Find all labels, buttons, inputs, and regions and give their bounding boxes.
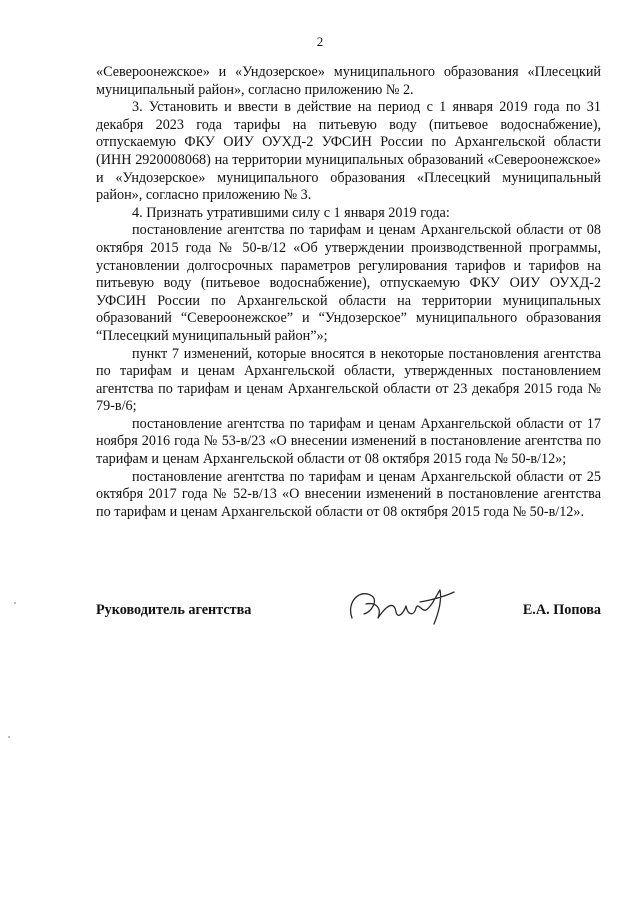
paragraph-repealed-point-7: пункт 7 изменений, которые вносятся в некоторые постановления агентства по тарифам и ценам Архангельской области, утвержденных постановлением агентства по тарифам и ценам Архангельской области от 23 декабря 2015 года № 79-в/6; bbox=[96, 345, 601, 415]
scan-artifact bbox=[14, 602, 16, 604]
page-number: 2 bbox=[316, 34, 324, 49]
signer-name: Е.А. Попова bbox=[522, 602, 601, 618]
signer-position: Руководитель агентства bbox=[96, 602, 252, 618]
paragraph-item-4: 4. Признать утратившими силу с 1 января 2019 года: bbox=[132, 204, 450, 221]
signature-block bbox=[96, 598, 601, 634]
handwritten-signature bbox=[342, 582, 462, 632]
paragraph-repealed-resolution-2: постановление агентства по тарифам и ценам Архангельской области от 17 ноября 2016 года № 53-в/23 «О внесении изменений в постановление агентства по тарифам и ценам Архангельской области от 08 октября 2015 года № 50-в/12»; bbox=[96, 415, 601, 468]
paragraph-item-3: 3. Установить и ввести в действие на период с 1 января 2019 года по 31 декабря 2023 года тарифы на питьевую воду (питьевое водоснабжение), отпускаемую ФКУ ОИУ ОУХД-2 УФСИН России по Архангельской области (ИНН 2920008068) на территории муниципальных образований «Североонежское» и «Ундозерское» муниципального образования «Плесецкий муниципальный район», согласно приложению № 3. bbox=[96, 99, 601, 204]
scan-artifact bbox=[8, 736, 10, 738]
paragraph-continuation: «Североонежское» и «Ундозерское» муниципального образования «Плесецкий муниципальный район», согласно приложению № 2. bbox=[96, 64, 601, 98]
paragraph-repealed-resolution-3: постановление агентства по тарифам и ценам Архангельской области от 25 октября 2017 года № 52-в/13 «О внесении изменений в постановление агентства по тарифам и ценам Архангельской области от 08 октября 2015 года № 50-в/12». bbox=[96, 468, 601, 520]
document-body bbox=[96, 64, 601, 521]
paragraph-repealed-resolution-1: постановление агентства по тарифам и ценам Архангельской области от 08 октября 2015 года № 50-в/12 «Об утверждении производственной программы, установлении долгосрочных параметров регулирования тарифов и тарифов на питьевую воду (питьевое водоснабжение), отпускаемую ФКУ ОИУ ОУХД-2 УФСИН России по Архангельской области на территории муниципальных образований “Североонежское” и “Ундозерское” муниципального образования “Плесецкий муниципальный район”»; bbox=[96, 222, 601, 344]
